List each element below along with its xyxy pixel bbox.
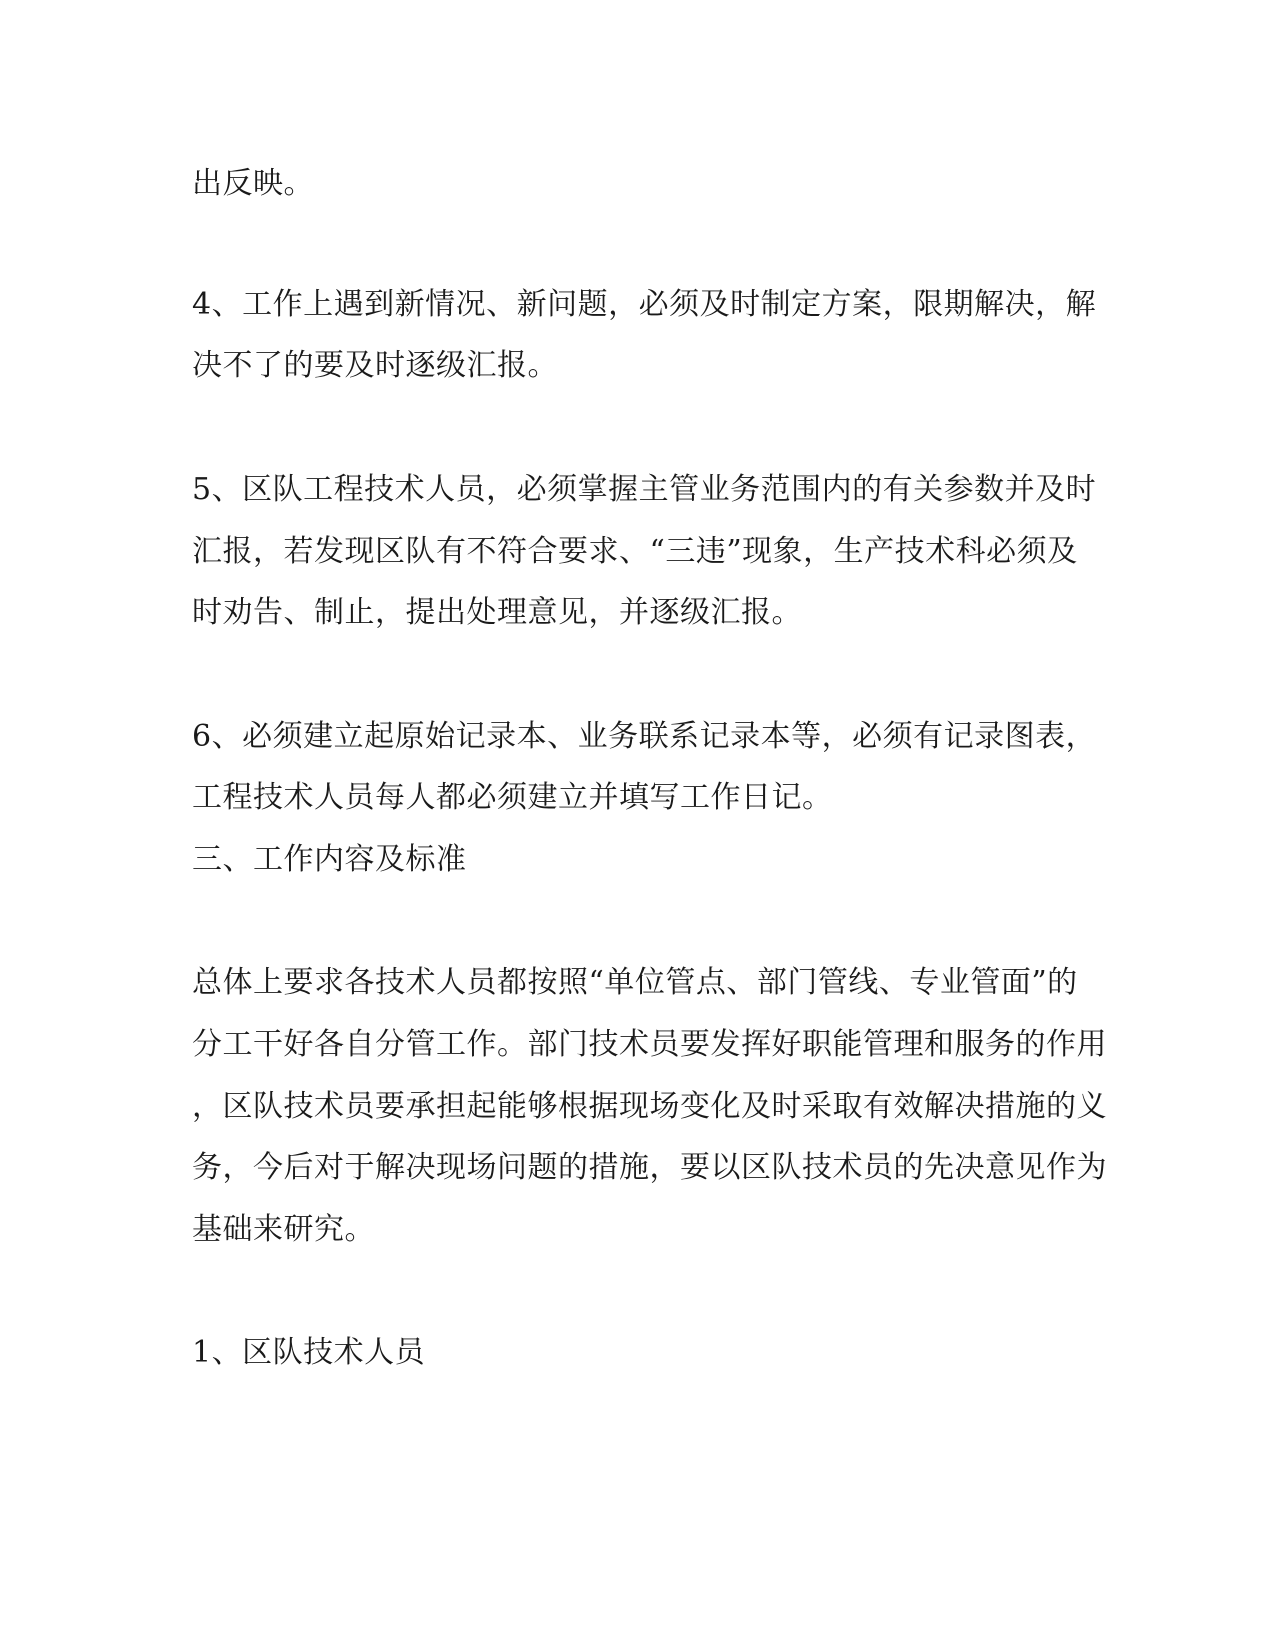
paragraph-line: ，区队技术员要承担起能够根据现场变化及时采取有效解决措施的义	[192, 1089, 1107, 1124]
paragraph-line: 汇报，若发现区队有不符合要求、“三违”现象，生产技术科必须及	[192, 534, 1078, 569]
paragraph-line: 5、区队工程技术人员，必须掌握主管业务范围内的有关参数并及时	[192, 472, 1097, 507]
paragraph-line: 基础来研究。	[192, 1212, 375, 1247]
paragraph-line: 工程技术人员每人都必须建立并填写工作日记。	[192, 780, 833, 815]
paragraph-line: 6、必须建立起原始记录本、业务联系记录本等，必须有记录图表，	[192, 719, 1097, 754]
paragraph-line: 出反映。	[192, 166, 314, 201]
paragraph-line: 4、工作上遇到新情况、新问题，必须及时制定方案，限期解决，解	[192, 287, 1097, 322]
paragraph-line: 决不了的要及时逐级汇报。	[192, 348, 558, 383]
paragraph-line: 分工干好各自分管工作。部门技术员要发挥好职能管理和服务的作用	[192, 1027, 1107, 1062]
section-heading: 三、工作内容及标准	[192, 842, 467, 877]
subsection-heading: 1、区队技术人员	[192, 1335, 426, 1370]
paragraph-line: 时劝告、制止，提出处理意见，并逐级汇报。	[192, 595, 802, 630]
paragraph-line: 总体上要求各技术人员都按照“单位管点、部门管线、专业管面”的	[192, 965, 1078, 1000]
paragraph-line: 务，今后对于解决现场问题的措施，要以区队技术员的先决意见作为	[192, 1150, 1107, 1185]
